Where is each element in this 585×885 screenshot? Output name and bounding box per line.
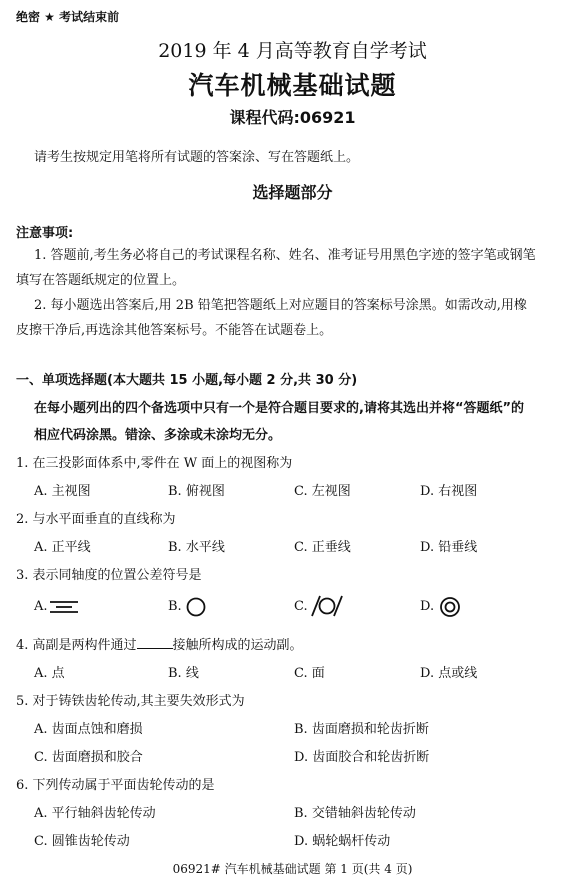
- q2-option-d: D. 铅垂线: [420, 540, 478, 555]
- q1-option-c: C. 左视图: [294, 484, 351, 499]
- q3-option-d: [420, 599, 434, 614]
- confidential-mark: 绝密 ★ 考试结束前: [16, 10, 120, 24]
- q5-option-a: A. 齿面点蚀和磨损: [34, 722, 143, 737]
- coaxiality-symbol-icon: [438, 595, 462, 619]
- question-1-stem: 1. 在三投影面体系中,零件在 W 面上的视图称为: [16, 456, 293, 471]
- q5-option-b: B. 齿面磨损和轮齿折断: [294, 722, 429, 737]
- q1-option-d: D. 右视图: [420, 484, 478, 499]
- note-2-line-2: 皮擦干净后,再选涂其他答案标号。不能答在试题卷上。: [16, 323, 333, 338]
- q1-option-a: A. 主视图: [34, 484, 91, 499]
- course-code: 课程代码:06921: [229, 108, 356, 127]
- q3-option-c-label: C.: [294, 599, 308, 614]
- question-4-stem: [16, 634, 303, 653]
- q6-option-d: D. 蜗轮蜗杆传动: [294, 834, 391, 849]
- q6-option-b: B. 交错轴斜齿轮传动: [294, 806, 416, 821]
- answer-instruction: 请考生按规定用笔将所有试题的答案涂、写在答题纸上。: [34, 150, 360, 165]
- part1-heading: 一、单项选择题(本大题共 15 小题,每小题 2 分,共 30 分): [16, 373, 358, 388]
- q3-option-c: [294, 599, 308, 614]
- circularity-symbol-icon: [184, 596, 208, 618]
- page-title: 汽车机械基础试题: [188, 71, 397, 100]
- note-1-line-2: 填写在答题纸规定的位置上。: [16, 273, 186, 288]
- question-6-stem: 6. 下列传动属于平面齿轮传动的是: [16, 778, 215, 793]
- page-footer: 06921# 汽车机械基础试题 第 1 页(共 4 页): [172, 862, 413, 876]
- q6-option-a: A. 平行轴斜齿轮传动: [34, 806, 156, 821]
- q3-option-b: [168, 599, 182, 614]
- part1-desc-line-2: 相应代码涂黑。错涂、多涂或未涂均无分。: [34, 428, 282, 443]
- q5-option-d: D. 齿面胶合和轮齿折断: [294, 750, 430, 765]
- q4-option-a: A. 点: [34, 666, 65, 681]
- q4-option-d: D. 点或线: [420, 666, 478, 681]
- q4-option-b: B. 线: [168, 666, 199, 681]
- question-4-stem-part-1: 4. 高副是两构件通过: [16, 638, 137, 653]
- q3-option-a-label: A.: [34, 599, 48, 614]
- note-1-line-1: 1. 答题前,考生务必将自己的考试课程名称、姓名、准考证号用黑色字迹的签字笔或钢笔: [34, 248, 536, 263]
- question-5-stem: 5. 对于铸铁齿轮传动,其主要失效形式为: [16, 694, 245, 709]
- question-3-stem: 3. 表示同轴度的位置公差符号是: [16, 568, 202, 583]
- q3-option-d-label: D.: [420, 599, 435, 614]
- symmetry-symbol-icon: [48, 596, 80, 618]
- q5-option-c: C. 齿面磨损和胶合: [34, 750, 143, 765]
- q3-option-a: [34, 599, 48, 614]
- q3-option-b-label: B.: [168, 599, 182, 614]
- q2-option-b: B. 水平线: [168, 540, 225, 555]
- section-title: 选择题部分: [252, 183, 333, 202]
- fill-in-blank: [137, 636, 173, 649]
- part1-desc-line-1: 在每小题列出的四个备选项中只有一个是符合题目要求的,请将其选出并将“答题纸”的: [34, 401, 525, 416]
- note-2-line-1: 2. 每小题选出答案后,用 2B 铅笔把答题纸上对应题目的答案标号涂黑。如需改动,用橡: [34, 298, 527, 313]
- q1-option-b: B. 俯视图: [168, 484, 225, 499]
- q2-option-c: C. 正垂线: [294, 540, 351, 555]
- question-4-stem-part-2: 接触所构成的运动副。: [172, 638, 303, 653]
- q6-option-c: C. 圆锥齿轮传动: [34, 834, 130, 849]
- question-2-stem: 2. 与水平面垂直的直线称为: [16, 512, 176, 527]
- q4-option-c: C. 面: [294, 666, 325, 681]
- cylindricity-symbol-icon: [309, 593, 345, 619]
- exam-session: 2019 年 4 月高等教育自学考试: [158, 40, 427, 62]
- notes-heading: 注意事项:: [16, 226, 74, 241]
- q2-option-a: A. 正平线: [34, 540, 91, 555]
